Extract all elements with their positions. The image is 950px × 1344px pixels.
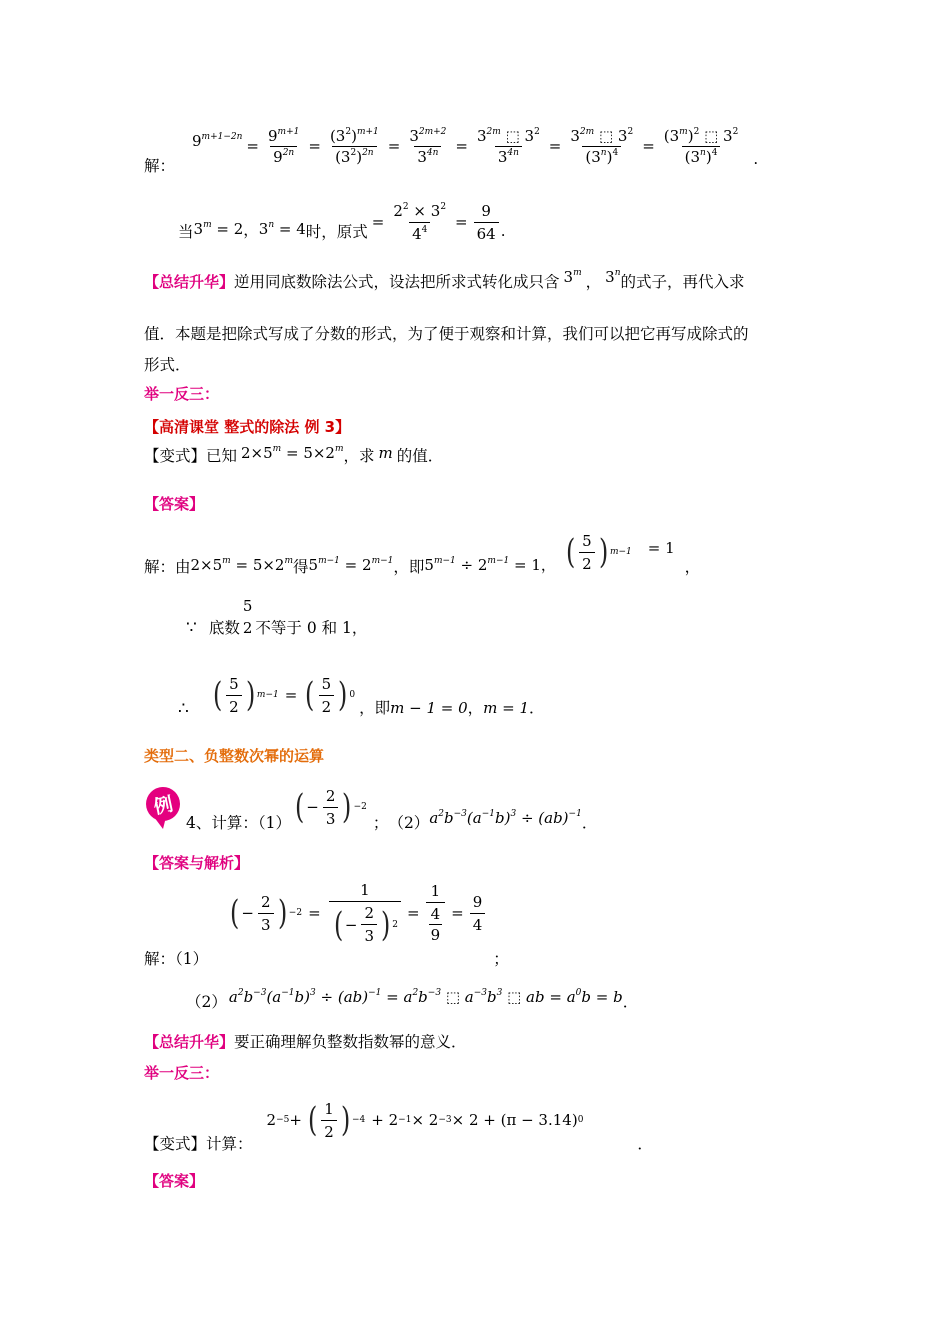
practice-1-solution: 解：由 $2\times 5^m = 5\times 2^m$ 得 $5^{m-1} = 2^{m-1}$ ，即 $5^{m-1} \div 2^{m-1} = 1$， ( $\frac{5}{2}$ ) m−1 = 1 ， xyxy=(144,531,701,576)
power-9: $9^{m+1-2n}$ xyxy=(192,132,243,150)
therefore-line: ∴ ( $\frac{5}{2}$ ) m−1 = ( $\frac{5}{2}$ ) 0 ，即 m − 1 = 0 ， m = 1 ． xyxy=(178,674,545,719)
variant-2: 【变式】计算： 2 −5 + ( $\frac{1}{2}$ ) −4 + 2 −1 × 2 −3 × 2 + (π − 3.14) 0 ． xyxy=(144,1099,653,1153)
summary-1-line2: 值．本题是把除式写成了分数的形式，为了便于观察和计算，我们可以把它再写成除式的 xyxy=(144,325,749,343)
solution-part1-frac: 1 ( − $\frac{2}{3}$ ) 2 xyxy=(329,880,401,946)
summary-2-label: 【总结升华】 xyxy=(144,1033,235,1051)
variant-1: 【变式】已知 $2\times 5^m = 5\times 2^m$ ，求 m 的值． xyxy=(144,444,444,465)
substitution-line: 当 $3^m = 2$ ， $3^n = 4$ 时，原式 = $\frac{2^2 \times 3^2}{4^4}$ = $\frac{9}{64}$ . xyxy=(178,201,506,243)
answer-analysis-label: 【答案与解析】 xyxy=(144,854,250,872)
summary-1-line3: 形式． xyxy=(144,356,191,374)
frac-1: $\frac{9^{m+1}}{9^{2n}}$ xyxy=(268,126,300,166)
result-frac-2: $\frac{9}{64}$ xyxy=(474,201,499,244)
result-frac-1: $\frac{2^2 \times 3^2}{4^4}$ xyxy=(393,201,447,243)
because-line: ∵ 底数 5 2 不等于 0 和 1， xyxy=(186,597,368,638)
frac-5: $\frac{3^{2m} ⬚ 3^2}{(3^n)^4}$ xyxy=(570,126,634,166)
type-2-heading: 类型二、负整数次幂的运算 xyxy=(144,747,325,765)
variant-2-expression: 2 −5 + ( $\frac{1}{2}$ ) −4 + 2 −1 × 2 −3 × 2 + (π − 3.14) 0 xyxy=(266,1099,584,1141)
practice-heading: 举一反三： xyxy=(144,385,220,403)
answer-label-1: 【答案】 xyxy=(144,495,205,513)
summary-1-line1: 【总结升华】 逆用同底数除法公式，设法把所求式转化成只含 3$^m$ ， 3$^n$ 的式子，再代入求 xyxy=(144,268,745,291)
course-reference: 【高清课堂 整式的除法 例 3】 xyxy=(144,418,351,436)
answer-label-2: 【答案】 xyxy=(144,1172,205,1190)
solution-part1: 解：（1） ( − $\frac{2}{3}$ ) −2 = 1 ( − $\frac{2}{3}$ ) 2 = 1 4 9 = $\frac{9}{4}$ ； xyxy=(144,881,509,968)
frac-6: $\frac{(3^m)^2 ⬚ 3^2}{(3^n)^4}$ xyxy=(663,126,739,166)
solution-label: 解： xyxy=(144,157,176,175)
frac-4: $\frac{3^{2m} ⬚ 3^2}{3^{4n}}$ xyxy=(476,126,540,166)
frac-2: $\frac{(3^2)^{m+1}}{(3^2)^{2n}}$ xyxy=(329,126,379,166)
because-symbol: ∵ xyxy=(186,618,197,638)
frac-3: $\frac{3^{2m+2}}{3^{4n}}$ xyxy=(409,126,447,166)
example-4-part2: $a^2b^{-3}(a^{-1}b)^3 \div (ab)^{-1}$ xyxy=(429,809,582,827)
solution-part1-result: $\frac{9}{4}$ xyxy=(470,892,486,935)
power-frac-5-2: ( $\frac{5}{2}$ ) m−1 = 1 xyxy=(565,531,675,573)
solution-part1-compound: 1 4 9 xyxy=(426,881,446,945)
example-badge-circle: 例 xyxy=(143,784,183,824)
example-badge xyxy=(146,787,180,829)
summary-label: 【总结升华】 xyxy=(144,273,235,291)
practice-2-heading: 举一反三： xyxy=(144,1064,220,1082)
solution-part1-lhs: ( − $\frac{2}{3}$ ) −2 = 1 ( − $\frac{2}{3}$ ) 2 = 1 4 9 = $\frac{9}{4}$ xyxy=(228,880,487,946)
solution-part2: （2） $a^2b^{-3}(a^{-1}b)^3 \div (ab)^{-1} = a^2b^{-3}$ ⬚ $a^{-3}b^3$ ⬚ ab = $a^0b = b$ ． xyxy=(186,988,639,1011)
solution-part2-eq: $a^2b^{-3}(a^{-1}b)^3 \div (ab)^{-1} = a^2b^{-3}$ ⬚ $a^{-3}b^3$ ⬚ ab = $a^0b = b$ xyxy=(228,988,623,1006)
therefore-lhs: ( $\frac{5}{2}$ ) m−1 = ( $\frac{5}{2}$ ) 0 xyxy=(212,674,356,716)
summary-2: 【总结升华】 要正确理解负整数指数幂的意义． xyxy=(144,1033,467,1051)
therefore-symbol: ∴ xyxy=(178,699,189,719)
example-4: 4、计算：（1） ( − $\frac{2}{3}$ ) −2 ； （2） $a^2b^{-3}(a^{-1}b)^3 \div (ab)^{-1}$ ． xyxy=(186,786,598,832)
equation-chain: $9^{m+1-2n}$ = $\frac{9^{m+1}}{9^{2n}}$ = $\frac{(3^2)^{m+1}}{(3^2)^{2n}}$ = $\frac{3^{2m+2}}{3^{4n}}$ = $\frac{3^{2m} ⬚ 3^2}{3^{4n}}$ = $\frac{3^{2m} ⬚ 3^2}{(3^n)^4}$ = $\frac{(3^m)^2 ⬚ 3^2}{(3^n)^4}$ . xyxy=(192,126,759,168)
example-4-part1: ( − $\frac{2}{3}$ ) −2 xyxy=(294,786,367,828)
